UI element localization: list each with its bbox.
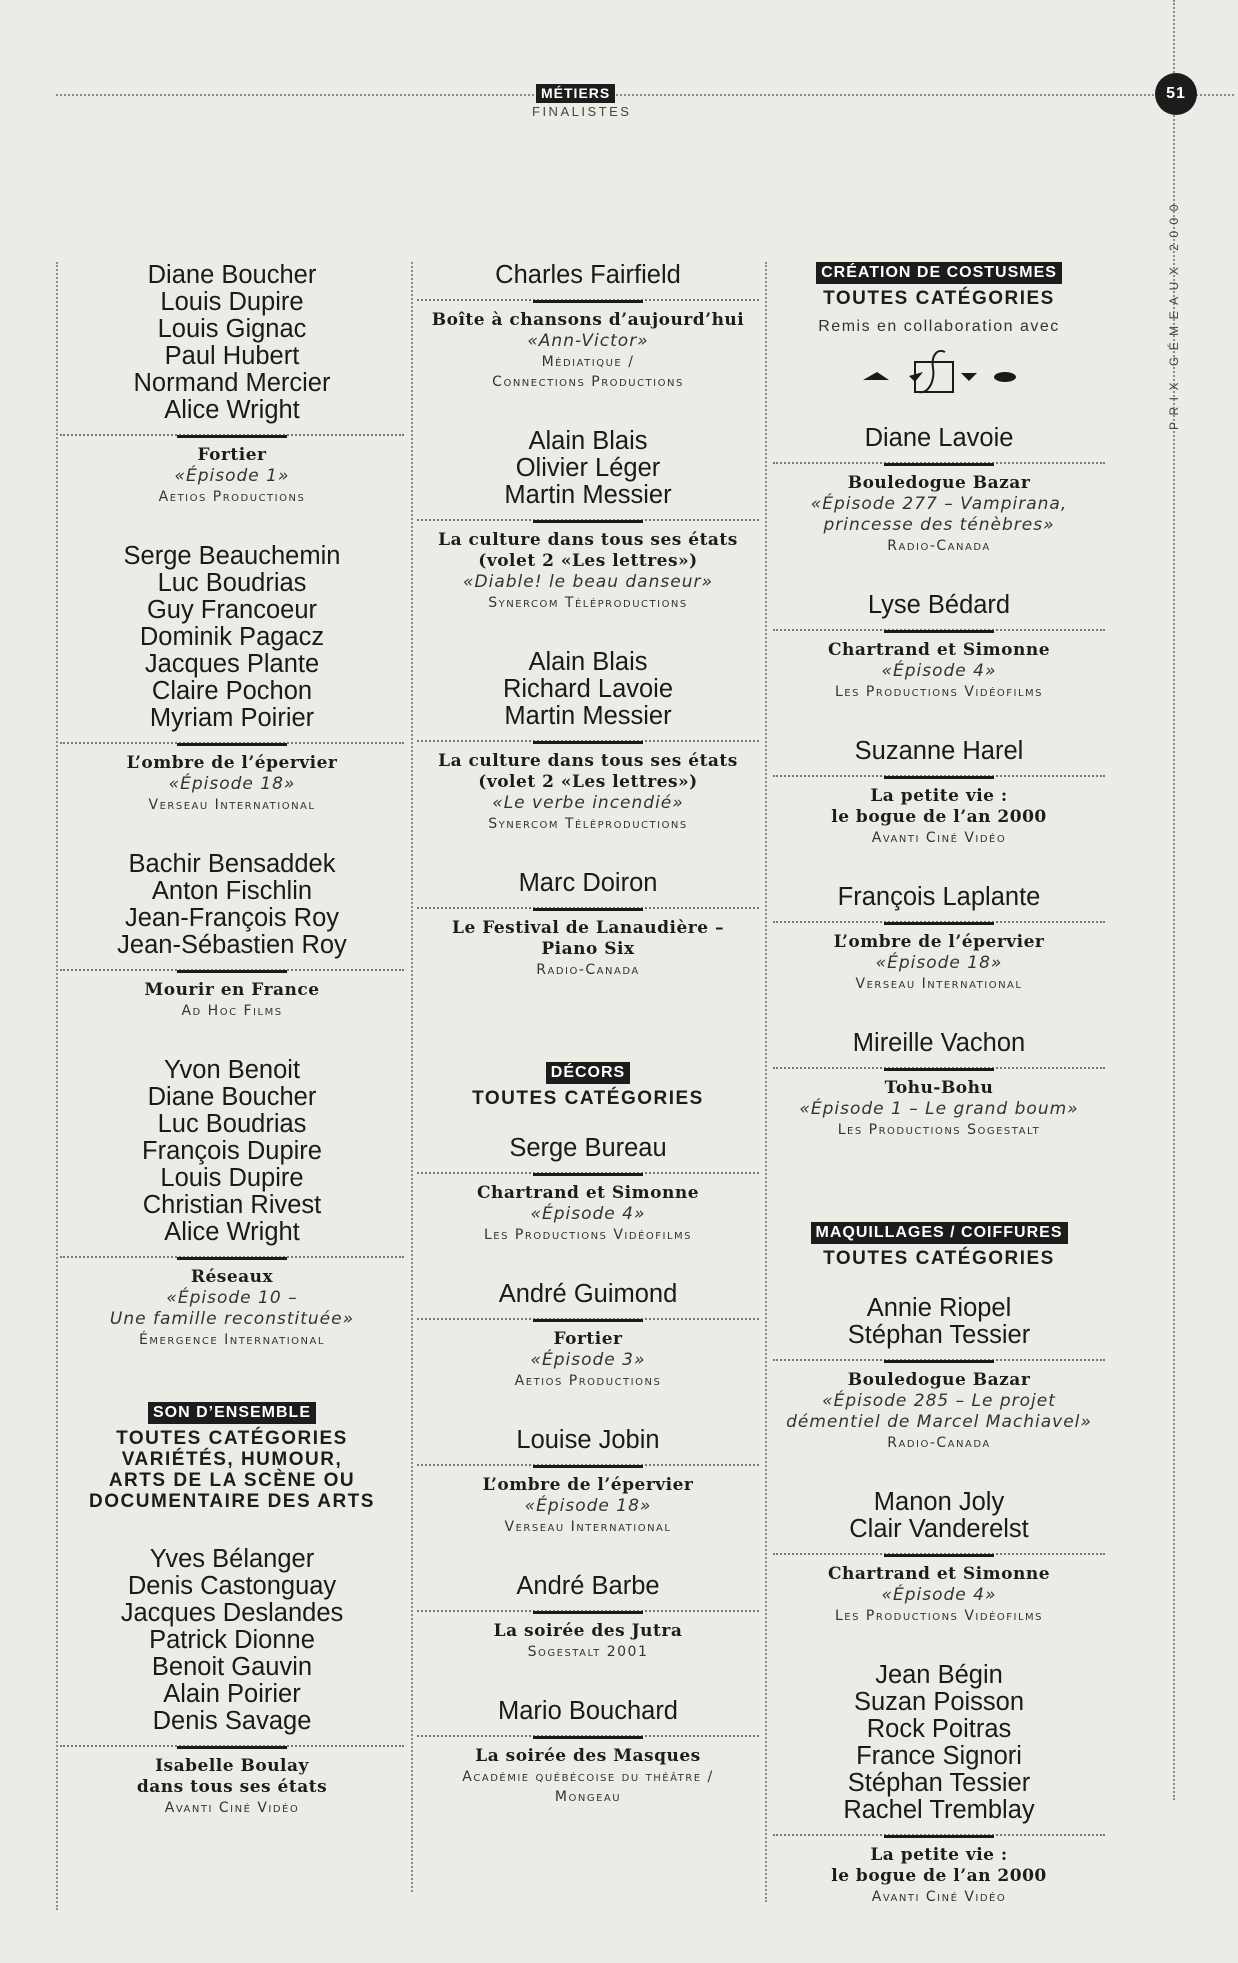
production-company: Verseau International xyxy=(504,1519,672,1535)
production-company: Avanti Ciné Vidéo xyxy=(164,1800,300,1816)
section-title: TOUTES CATÉGORIES VARIÉTÉS, HUMOUR, ARTS DE LA SCÈNE OU DOCUMENTAIRE DES ARTS xyxy=(89,1428,375,1512)
column-divider xyxy=(56,262,58,1910)
section-note: Remis en collaboration avec xyxy=(818,318,1060,335)
finalist-names xyxy=(417,1281,759,1308)
finalist-name: Diane Lavoie xyxy=(864,424,1014,452)
entry-gap xyxy=(417,392,759,428)
entry-separator xyxy=(60,428,404,442)
entry-gap xyxy=(773,848,1105,884)
entry-gap xyxy=(417,1662,759,1698)
finalist-entry xyxy=(417,1281,759,1391)
episode-title: «Épisode 4» xyxy=(881,661,997,681)
finalist-name: Stéphan Tessier xyxy=(847,1321,1031,1349)
entries xyxy=(60,1546,404,1854)
production-company: Radio-Canada xyxy=(887,538,991,554)
finalist-names xyxy=(773,1030,1105,1057)
finalist-name: André Guimond xyxy=(498,1280,678,1308)
production-company: Les Productions Vidéofilms xyxy=(834,684,1044,700)
finalist-name: Louis Dupire xyxy=(160,1164,304,1192)
finalist-names xyxy=(60,851,404,959)
finalist-entry xyxy=(773,1030,1105,1140)
entry-separator xyxy=(773,456,1105,470)
finalist-name: Diane Boucher xyxy=(147,261,317,289)
finalist-entry xyxy=(417,1698,759,1807)
production-company: Les Productions Vidéofilms xyxy=(834,1608,1044,1624)
production-company: Synercom Téléproductions xyxy=(488,595,688,611)
column-divider xyxy=(765,262,767,1902)
entries xyxy=(773,425,1105,1176)
finalist-name: Normand Mercier xyxy=(133,369,331,397)
show-title: Fortier xyxy=(553,1329,623,1349)
finalist-names xyxy=(60,1546,404,1735)
show-title: Fortier xyxy=(197,445,267,465)
episode-title: «Épisode 285 – Le projet démentiel de Marcel Machiavel» xyxy=(786,1391,1092,1432)
finalist-entry xyxy=(60,1546,404,1818)
entry-separator xyxy=(773,1547,1105,1561)
show-title: Bouledogue Bazar xyxy=(847,473,1031,493)
show-title: Mourir en France xyxy=(144,980,320,1000)
finalist-name: Guy Francoeur xyxy=(146,596,318,624)
finalist-names xyxy=(773,425,1105,452)
finalist-name: Manon Joly xyxy=(873,1488,1005,1516)
episode-title: «Le verbe incendié» xyxy=(492,793,684,813)
finalist-names xyxy=(417,1427,759,1454)
finalist-name: Charles Fairfield xyxy=(495,261,681,289)
finalist-name: Luc Boudrias xyxy=(157,1110,307,1138)
finalist-entry xyxy=(773,425,1105,556)
production-company: Avanti Ciné Vidéo xyxy=(871,1889,1007,1905)
finalist-name: Louise Jobin xyxy=(516,1426,660,1454)
finalist-names xyxy=(773,592,1105,619)
production-company: Les Productions Sogestalt xyxy=(837,1122,1041,1138)
show-title: La culture dans tous ses états (volet 2 «Les lettres») xyxy=(438,751,738,792)
finalist-name: Claire Pochon xyxy=(151,677,313,705)
entry-gap xyxy=(773,556,1105,592)
finalist-entry xyxy=(773,1489,1105,1626)
finalist-name: Jean-Sébastien Roy xyxy=(117,931,347,959)
show-title: Réseaux xyxy=(190,1267,274,1287)
entry-separator xyxy=(773,915,1105,929)
finalist-name: Patrick Dionne xyxy=(149,1626,315,1654)
section-header-tag: MÉTIERS xyxy=(536,84,615,103)
production-company: Aetios Productions xyxy=(158,489,306,505)
finalist-entry xyxy=(773,592,1105,702)
finalist-names xyxy=(60,543,404,732)
finalist-name: Benoit Gauvin xyxy=(151,1653,313,1681)
finalist-name: Annie Riopel xyxy=(866,1294,1012,1322)
finalist-name: Rachel Tremblay xyxy=(843,1796,1035,1824)
episode-title: «Épisode 4» xyxy=(530,1204,646,1224)
finalist-name: Dominik Pagacz xyxy=(139,623,325,651)
production-company: Avanti Ciné Vidéo xyxy=(871,830,1007,846)
entry-separator xyxy=(773,623,1105,637)
finalist-entry xyxy=(417,1135,759,1245)
show-title: La culture dans tous ses états (volet 2 «Les lettres») xyxy=(438,530,738,571)
entry-gap xyxy=(773,1140,1105,1176)
entry-separator xyxy=(417,1312,759,1326)
finalist-name: Luc Boudrias xyxy=(157,569,307,597)
finalist-name: Jean-François Roy xyxy=(125,904,339,932)
apvq-logo xyxy=(849,348,1029,398)
finalist-name: Alain Blais xyxy=(528,648,648,676)
entry-separator xyxy=(773,1828,1105,1842)
finalist-name: Denis Castonguay xyxy=(127,1572,337,1600)
finalist-name: Alice Wright xyxy=(164,396,300,424)
show-title: L’ombre de l’épervier xyxy=(126,753,338,773)
finalist-name: Serge Beauchemin xyxy=(123,542,341,570)
finalist-name: François Dupire xyxy=(142,1137,322,1165)
finalist-names xyxy=(773,884,1105,911)
finalist-name: André Barbe xyxy=(516,1572,660,1600)
entry-gap xyxy=(773,1907,1105,1943)
finalist-entry xyxy=(60,262,404,507)
production-company: Sogestalt 2001 xyxy=(527,1644,649,1660)
finalist-entry xyxy=(773,738,1105,848)
finalist-name: Marc Doiron xyxy=(518,869,658,897)
show-title: Chartrand et Simonne xyxy=(827,640,1051,660)
finalist-name: Jacques Plante xyxy=(144,650,320,678)
entry-separator xyxy=(60,963,404,977)
entry-separator xyxy=(417,1604,759,1618)
section-tag: DÉCORS xyxy=(417,1046,759,1084)
section-title: TOUTES CATÉGORIES xyxy=(472,1088,704,1109)
entries xyxy=(60,262,404,1386)
column-left xyxy=(60,262,404,1854)
entry-gap xyxy=(417,613,759,649)
entry-separator xyxy=(417,901,759,915)
finalist-name: Alain Blais xyxy=(528,427,648,455)
finalist-name: Louis Gignac xyxy=(157,315,307,343)
episode-title: «Épisode 18» xyxy=(524,1496,652,1516)
show-title: La petite vie : le bogue de l’an 2000 xyxy=(831,786,1047,827)
finalist-entry xyxy=(417,649,759,834)
vertical-running-title: PRIX GÉMEAUX 2000 xyxy=(1167,198,1181,430)
section-title: TOUTES CATÉGORIES xyxy=(823,288,1055,309)
column-middle xyxy=(417,262,759,1843)
entry-separator xyxy=(60,736,404,750)
finalist-names xyxy=(417,870,759,897)
finalist-names xyxy=(417,649,759,730)
finalist-entry xyxy=(417,262,759,392)
entry-gap xyxy=(773,994,1105,1030)
finalist-name: Mario Bouchard xyxy=(497,1697,678,1725)
entry-separator xyxy=(417,1729,759,1743)
production-company: Académie québécoise du théâtre / Mongeau xyxy=(462,1769,714,1805)
finalist-name: Alain Poirier xyxy=(163,1680,301,1708)
episode-title: «Épisode 277 – Vampirana, princesse des ténèbres» xyxy=(810,494,1068,535)
finalist-name: Olivier Léger xyxy=(515,454,661,482)
finalist-names xyxy=(417,262,759,289)
finalist-name: Suzanne Harel xyxy=(854,737,1024,765)
finalist-name: Martin Messier xyxy=(504,702,672,730)
episode-title: «Épisode 10 – Une famille reconstituée» xyxy=(109,1288,355,1329)
entry-gap xyxy=(60,1350,404,1386)
finalist-names xyxy=(773,1662,1105,1824)
finalist-entry xyxy=(417,1573,759,1662)
entries xyxy=(417,262,759,1016)
entry-separator xyxy=(773,769,1105,783)
finalist-name: Paul Hubert xyxy=(164,342,300,370)
episode-title: «Épisode 18» xyxy=(875,953,1003,973)
column-divider xyxy=(411,262,413,1892)
finalist-name: Diane Boucher xyxy=(147,1083,317,1111)
finalist-names xyxy=(417,1573,759,1600)
entry-separator xyxy=(60,1250,404,1264)
show-title: L’ombre de l’épervier xyxy=(482,1475,694,1495)
finalist-names xyxy=(60,1057,404,1246)
finalist-entry xyxy=(773,884,1105,994)
finalist-name: Martin Messier xyxy=(504,481,672,509)
finalist-name: Jean Bégin xyxy=(875,1661,1003,1689)
page-number: 51 xyxy=(1155,73,1197,115)
entry-gap xyxy=(60,507,404,543)
finalist-name: Alice Wright xyxy=(164,1218,300,1246)
finalist-names xyxy=(417,1698,759,1725)
entry-separator xyxy=(773,1061,1105,1075)
entry-gap xyxy=(773,1453,1105,1489)
entry-separator xyxy=(773,1353,1105,1367)
finalist-name: Clair Vanderelst xyxy=(849,1515,1029,1543)
entry-gap xyxy=(417,1391,759,1427)
section-tag: CRÉATION DE COSTUSMES xyxy=(773,246,1105,284)
section-tag: SON D’ENSEMBLE xyxy=(60,1386,404,1424)
entry-separator xyxy=(60,1739,404,1753)
finalist-names xyxy=(417,428,759,509)
finalist-name: François Laplante xyxy=(837,883,1041,911)
entry-gap xyxy=(417,980,759,1016)
finalist-name: Bachir Bensaddek xyxy=(128,850,336,878)
section-header-subtitle: FINALISTES xyxy=(532,104,632,119)
finalist-entry xyxy=(417,870,759,980)
finalist-name: France Signori xyxy=(856,1742,1022,1770)
finalist-name: Christian Rivest xyxy=(142,1191,322,1219)
finalist-name: Jacques Deslandes xyxy=(120,1599,344,1627)
production-company: Verseau International xyxy=(855,976,1023,992)
episode-title: «Épisode 18» xyxy=(168,774,296,794)
finalist-names xyxy=(417,1135,759,1162)
episode-title: «Ann-Victor» xyxy=(527,331,649,351)
production-company: Émergence International xyxy=(139,1332,325,1348)
show-title: La soirée des Jutra xyxy=(493,1621,683,1641)
episode-title: «Épisode 3» xyxy=(530,1350,646,1370)
production-company: Ad Hoc Films xyxy=(181,1003,283,1019)
section-title: TOUTES CATÉGORIES xyxy=(823,1248,1055,1269)
finalist-name: Richard Lavoie xyxy=(502,675,674,703)
finalist-name: Myriam Poirier xyxy=(149,704,315,732)
finalist-name: Yves Bélanger xyxy=(149,1545,315,1573)
finalist-entry xyxy=(773,1662,1105,1907)
entry-gap xyxy=(773,1626,1105,1662)
entry-separator xyxy=(417,513,759,527)
show-title: Chartrand et Simonne xyxy=(827,1564,1051,1584)
entry-gap xyxy=(417,1807,759,1843)
finalist-name: Suzan Poisson xyxy=(853,1688,1025,1716)
show-title: Boîte à chansons d’aujourd’hui xyxy=(431,310,745,330)
show-title: L’ombre de l’épervier xyxy=(833,932,1045,952)
production-company: Aetios Productions xyxy=(514,1373,662,1389)
entries xyxy=(773,1295,1105,1943)
finalist-name: Mireille Vachon xyxy=(852,1029,1026,1057)
episode-title: «Épisode 4» xyxy=(881,1585,997,1605)
production-company: Radio-Canada xyxy=(887,1435,991,1451)
entry-gap xyxy=(417,1537,759,1573)
production-company: Radio-Canada xyxy=(536,962,640,978)
finalist-entry xyxy=(417,1427,759,1537)
entry-gap xyxy=(773,702,1105,738)
show-title: Chartrand et Simonne xyxy=(476,1183,700,1203)
show-title: La petite vie : le bogue de l’an 2000 xyxy=(831,1845,1047,1886)
finalist-name: Anton Fischlin xyxy=(151,877,313,905)
production-company: Les Productions Vidéofilms xyxy=(483,1227,693,1243)
show-title: Isabelle Boulay dans tous ses états xyxy=(136,1756,328,1797)
entry-separator xyxy=(417,1166,759,1180)
episode-title: «Épisode 1» xyxy=(174,466,290,486)
entry-gap xyxy=(60,815,404,851)
column-right xyxy=(773,262,1105,1943)
finalist-entry xyxy=(60,543,404,815)
finalist-entry xyxy=(773,1295,1105,1453)
entries xyxy=(417,1135,759,1843)
finalist-names xyxy=(773,1489,1105,1543)
finalist-name: Serge Bureau xyxy=(509,1134,667,1162)
finalist-name: Denis Savage xyxy=(152,1707,312,1735)
finalist-names xyxy=(60,262,404,424)
show-title: Tohu-Bohu xyxy=(884,1078,994,1098)
production-company: Médiatique / Connections Productions xyxy=(492,354,684,390)
production-company: Verseau International xyxy=(148,797,316,813)
finalist-name: Lyse Bédard xyxy=(867,591,1011,619)
finalist-names xyxy=(773,1295,1105,1349)
finalist-entry xyxy=(60,851,404,1021)
entry-gap xyxy=(417,1245,759,1281)
entry-gap xyxy=(417,834,759,870)
show-title: Le Festival de Lanaudière – Piano Six xyxy=(452,918,724,959)
show-title: Bouledogue Bazar xyxy=(847,1370,1031,1390)
finalist-name: Rock Poitras xyxy=(866,1715,1012,1743)
entry-separator xyxy=(417,734,759,748)
show-title: La soirée des Masques xyxy=(475,1746,701,1766)
entry-gap xyxy=(60,1021,404,1057)
section-tag: MAQUILLAGES / COIFFURES xyxy=(773,1206,1105,1244)
entry-separator xyxy=(417,293,759,307)
header-dotted-rule xyxy=(56,94,1234,96)
entry-separator xyxy=(417,1458,759,1472)
finalist-name: Louis Dupire xyxy=(160,288,304,316)
episode-title: «Épisode 1 – Le grand boum» xyxy=(799,1099,1079,1119)
finalist-name: Yvon Benoit xyxy=(163,1056,301,1084)
entry-gap xyxy=(60,1818,404,1854)
finalist-name: Stéphan Tessier xyxy=(847,1769,1031,1797)
finalist-entry xyxy=(417,428,759,613)
production-company: Synercom Téléproductions xyxy=(488,816,688,832)
finalist-names xyxy=(773,738,1105,765)
finalist-entry xyxy=(60,1057,404,1350)
episode-title: «Diable! le beau danseur» xyxy=(463,572,713,592)
